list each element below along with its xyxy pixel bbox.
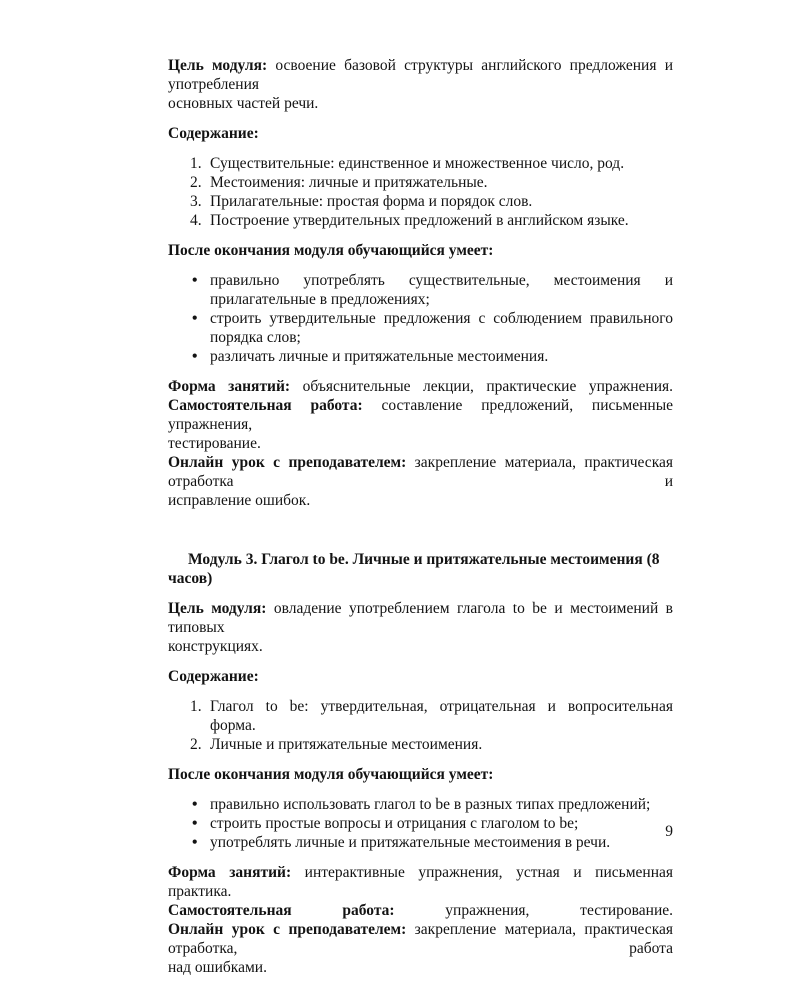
list-item-text: употреблять личные и притяжательные местоимения в речи. [210, 834, 611, 851]
list-item [168, 211, 673, 230]
format-text: объяснительные лекции, практические упражнения. [302, 378, 673, 395]
list-item [168, 192, 673, 211]
list-item [168, 173, 673, 192]
format-label: Онлайн урок с преподавателем: [168, 921, 407, 938]
list-item [168, 795, 673, 814]
format-line [168, 920, 673, 958]
list-item-text: строить простые вопросы и отрицания с глаголом to be; [210, 815, 579, 832]
bullet-marker: • [192, 815, 198, 832]
list-item [168, 309, 673, 347]
bullet-marker: • [192, 348, 198, 365]
bullet-marker: • [192, 796, 198, 813]
goal-label: Цель модуля: [168, 57, 268, 74]
format-label: Самостоятельная работа: [168, 397, 363, 414]
module3-content-list [168, 697, 673, 754]
bullet-marker: • [192, 272, 198, 289]
format-text: закрепление материала, практическая отработка, работа [168, 921, 673, 957]
list-number: 3. [190, 193, 202, 210]
page-number: 9 [665, 823, 673, 840]
page-content [168, 56, 673, 988]
module3-outcomes-heading: После окончания модуля обучающийся умеет: [168, 766, 494, 783]
list-number: 2. [190, 174, 202, 191]
goal-label: Цель модуля: [168, 600, 267, 617]
module2-format-paragraph [168, 377, 673, 510]
goal-line: основных частей речи. [168, 95, 319, 112]
format-line: над ошибками. [168, 959, 267, 976]
module3-content-heading: Содержание: [168, 668, 259, 685]
format-line: исправление ошибок. [168, 492, 311, 509]
format-label: Самостоятельная работа: [168, 902, 395, 919]
bullet-marker: • [192, 834, 198, 851]
module2-goal-paragraph [168, 56, 673, 113]
format-line [168, 863, 673, 901]
list-item [168, 347, 673, 366]
goal-line [168, 56, 673, 94]
list-item [168, 697, 673, 735]
format-label: Форма занятий: [168, 864, 292, 881]
goal-text: овладение употреблением глагола to be и местоимений в типовых [168, 600, 674, 636]
format-label: Онлайн урок с преподавателем: [168, 454, 407, 471]
format-text: интерактивные упражнения, устная и письменная практика. [168, 864, 673, 900]
bullet-marker: • [192, 310, 198, 327]
format-line: тестирование. [168, 435, 261, 452]
list-item-text: Построение утвердительных предложений в английском языке. [210, 212, 629, 229]
list-item-text: Глагол to be: утвердительная, отрицательная и вопросительная форма. [210, 698, 673, 734]
list-item-text: различать личные и притяжательные местоимения. [210, 348, 549, 365]
list-number: 1. [190, 698, 202, 715]
module2-outcomes-list [168, 271, 673, 366]
list-number: 2. [190, 736, 202, 753]
goal-line: конструкциях. [168, 638, 263, 655]
list-item-text: правильно использовать глагол to be в разных типах предложений; [210, 796, 651, 813]
module3-format-paragraph [168, 863, 673, 977]
list-item [168, 735, 673, 754]
module3-title: Модуль 3. Глагол to be. Личные и притяжательные местоимения (8 часов) [168, 551, 660, 587]
list-item [168, 271, 673, 309]
format-line [168, 396, 673, 434]
list-number: 1. [190, 155, 202, 172]
module2-content-heading: Содержание: [168, 125, 259, 142]
goal-text: освоение базовой структуры английского предложения и употребления [168, 57, 673, 93]
list-item-text: Местоимения: личные и притяжательные. [210, 174, 488, 191]
format-text: упражнения, тестирование. [445, 902, 673, 919]
list-number: 4. [190, 212, 202, 229]
module3-goal-paragraph [168, 599, 673, 656]
list-item-text: Существительные: единственное и множественное число, род. [210, 155, 625, 172]
list-item-text: Личные и притяжательные местоимения. [210, 736, 483, 753]
module2-outcomes-heading: После окончания модуля обучающийся умеет: [168, 242, 494, 259]
list-item-text: Прилагательные: простая форма и порядок слов. [210, 193, 533, 210]
format-label: Форма занятий: [168, 378, 291, 395]
list-item-text: правильно употреблять существительные, местоимения и прилагательные в предложениях; [210, 272, 673, 308]
format-line [168, 453, 673, 491]
format-line [168, 377, 673, 396]
format-text: составление предложений, письменные упражнения, [168, 397, 674, 433]
format-text: закрепление материала, практическая отработка и [168, 454, 673, 490]
list-item [168, 154, 673, 173]
list-item-text: строить утвердительные предложения с соблюдением правильного порядка слов; [210, 310, 673, 346]
format-line [168, 901, 673, 920]
goal-line [168, 599, 673, 637]
module2-content-list [168, 154, 673, 230]
